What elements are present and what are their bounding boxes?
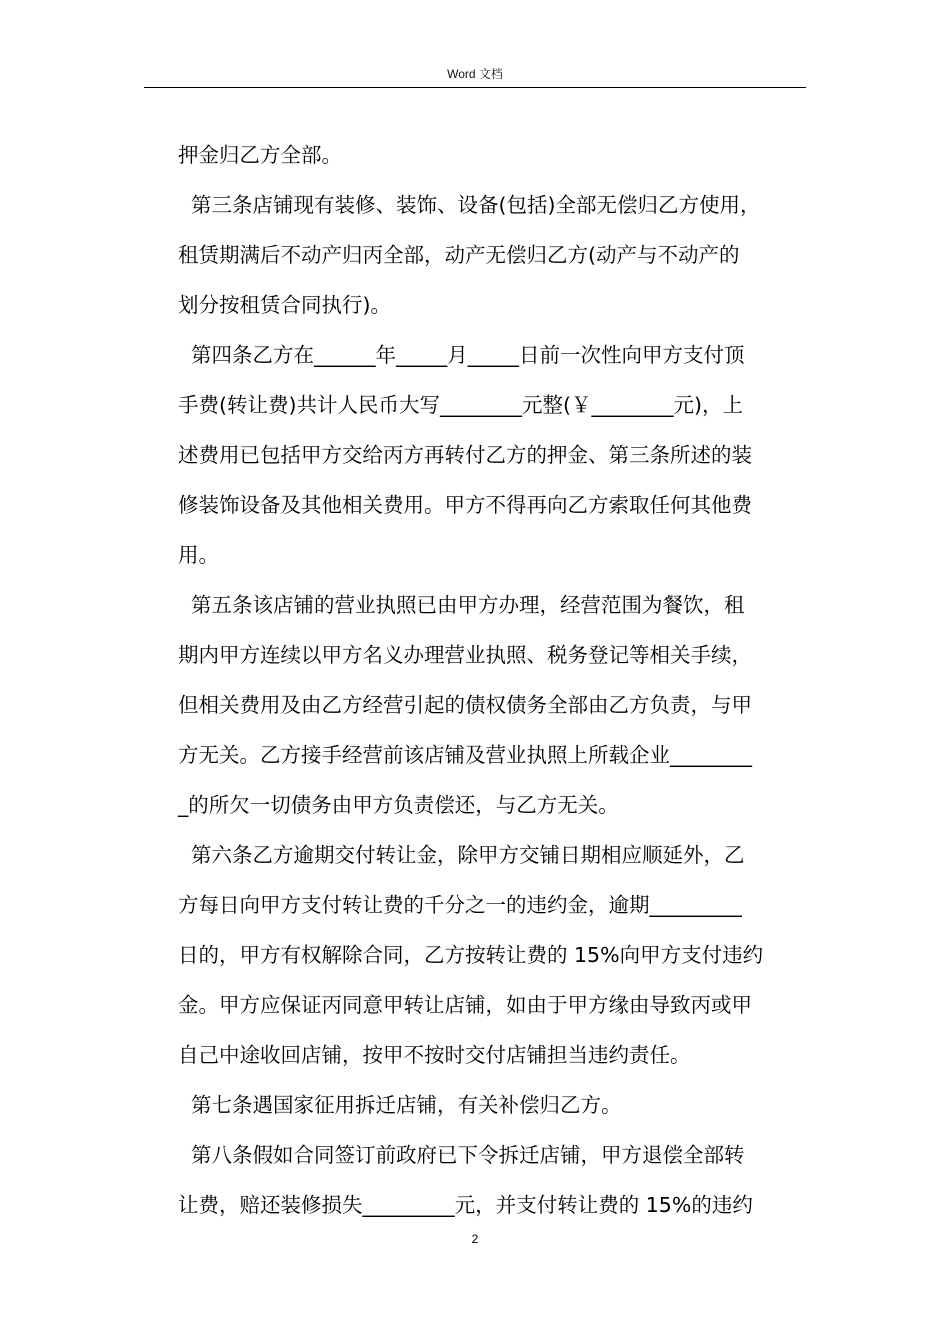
text-line: _的所欠一切债务由甲方负责偿还，与乙方无关。 <box>178 793 619 817</box>
text-line: 方每日向甲方支付转让费的千分之一的违约金，逾期_________ <box>178 893 742 917</box>
page-header: Word 文档 <box>447 67 503 81</box>
text-line: 述费用已包括甲方交给丙方再转付乙方的押金、第三条所述的装 <box>178 443 752 467</box>
text-line: 但相关费用及由乙方经营引起的债权债务全部由乙方负责，与甲 <box>178 693 752 717</box>
text-line: 第七条遇国家征用拆迁店铺，有关补偿归乙方。 <box>178 1093 622 1117</box>
text-line: 划分按租赁合同执行)。 <box>178 293 391 317</box>
text-line: 用。 <box>178 543 219 567</box>
header-divider <box>144 87 806 88</box>
text-line: 金。甲方应保证丙同意甲转让店铺，如由于甲方缘由导致丙或甲 <box>178 993 752 1017</box>
text-line: 第五条该店铺的营业执照已由甲方办理，经营范围为餐饮，租 <box>178 593 745 617</box>
text-line: 期内甲方连续以甲方名义办理营业执照、税务登记等相关手续， <box>178 643 752 667</box>
text-line: 修装饰设备及其他相关费用。甲方不得再向乙方索取任何其他费 <box>178 493 752 517</box>
text-line: 手费(转让费)共计人民币大写________元整(￥________元)，上 <box>178 393 743 417</box>
text-line: 方无关。乙方接手经营前该店铺及营业执照上所载企业________ <box>178 743 752 767</box>
text-line: 押金归乙方全部。 <box>178 143 342 167</box>
text-line: 日的，甲方有权解除合同，乙方按转让费的 15%向甲方支付违约 <box>178 943 764 967</box>
text-line: 让费，赔还装修损失_________元，并支付转让费的 15%的违约 <box>178 1193 753 1217</box>
text-line: 第八条假如合同签订前政府已下令拆迁店铺，甲方退偿全部转 <box>178 1143 745 1167</box>
text-line: 第三条店铺现有装修、装饰、设备(包括)全部无偿归乙方使用， <box>178 193 761 217</box>
text-line: 自己中途收回店铺，按甲不按时交付店铺担当违约责任。 <box>178 1043 691 1067</box>
page-number: 2 <box>471 1232 479 1246</box>
document-body <box>178 130 804 1230</box>
text-line: 租赁期满后不动产归丙全部，动产无偿归乙方(动产与不动产的 <box>178 243 740 267</box>
text-line: 第四条乙方在______年_____月_____日前一次性向甲方支付顶 <box>178 343 745 367</box>
text-line: 第六条乙方逾期交付转让金，除甲方交铺日期相应顺延外，乙 <box>178 843 745 867</box>
